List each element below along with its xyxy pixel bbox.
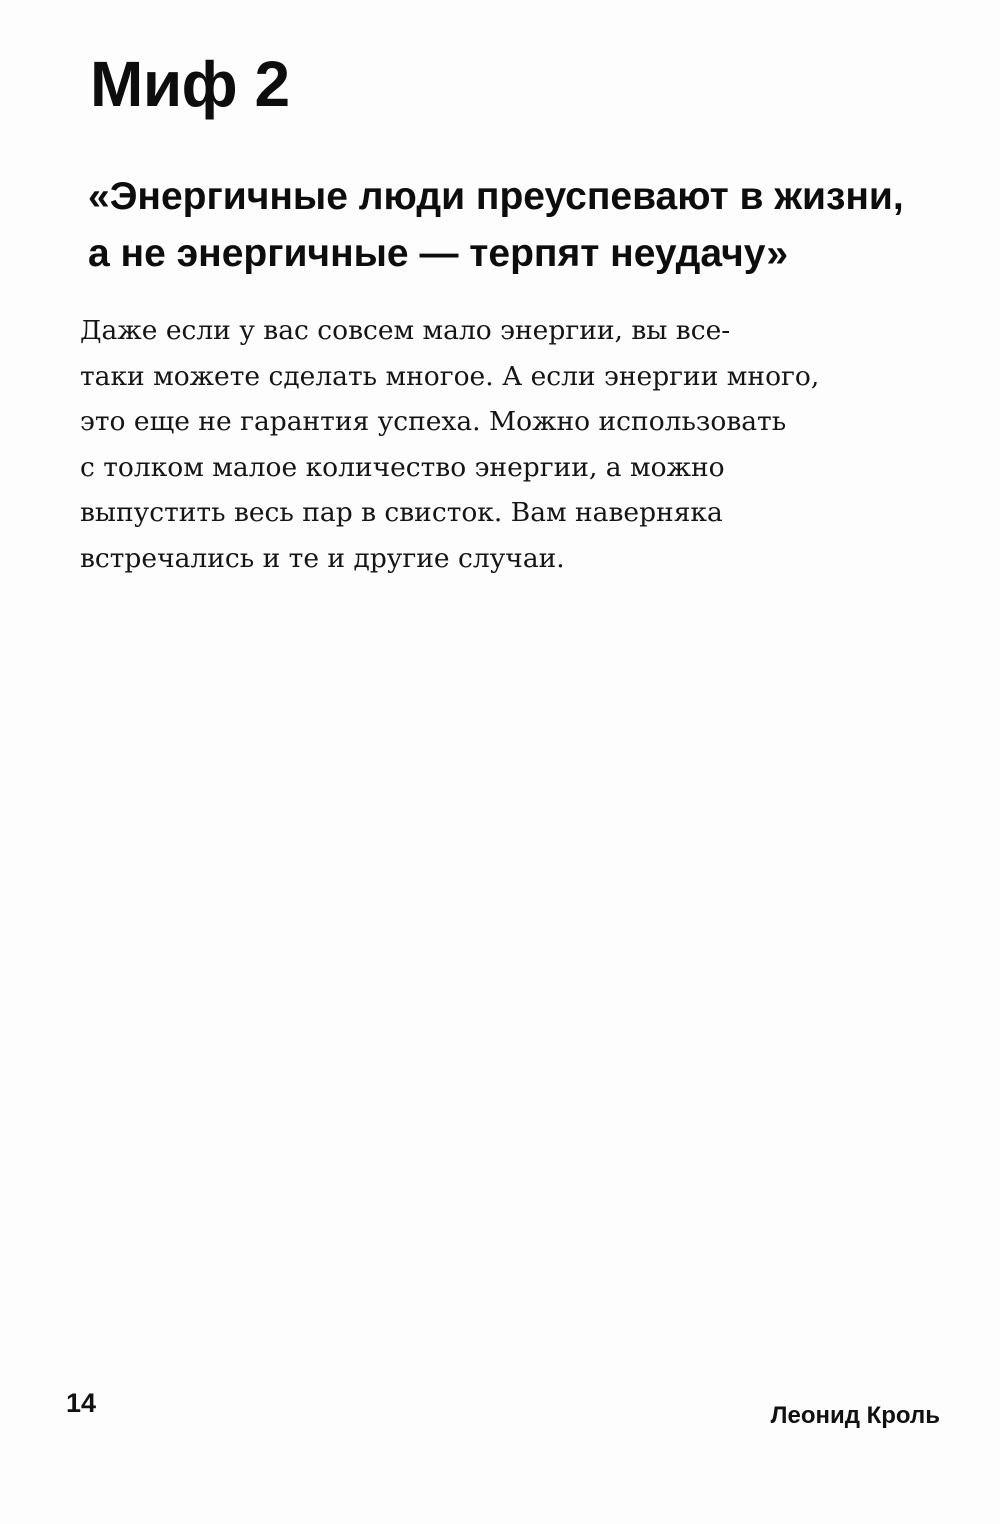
myth-statement-line: «Энергичные люди преуспевают в жизни,: [88, 175, 904, 218]
body-line: таки можете сделать многое. А если энергии много,: [80, 360, 820, 392]
myth-statement: [88, 168, 968, 282]
body-line: это еще не гарантия успеха. Можно использовать: [80, 406, 787, 437]
myth-statement-line: а не энергичные — терпят неудачу»: [88, 232, 789, 275]
page-title: Миф 2: [90, 48, 290, 120]
body-paragraph: [80, 308, 940, 581]
body-line: выпустить весь пар в свисток. Вам наверняка: [80, 497, 723, 528]
body-line: Даже если у вас совсем мало энергии, вы все-: [80, 315, 731, 346]
author-name: Леонид Кроль: [770, 1402, 940, 1429]
body-line: встречались и те и другие случаи.: [80, 542, 565, 574]
body-line: с толком малое количество энергии, а можно: [80, 451, 725, 483]
page-number: 14: [66, 1388, 97, 1418]
